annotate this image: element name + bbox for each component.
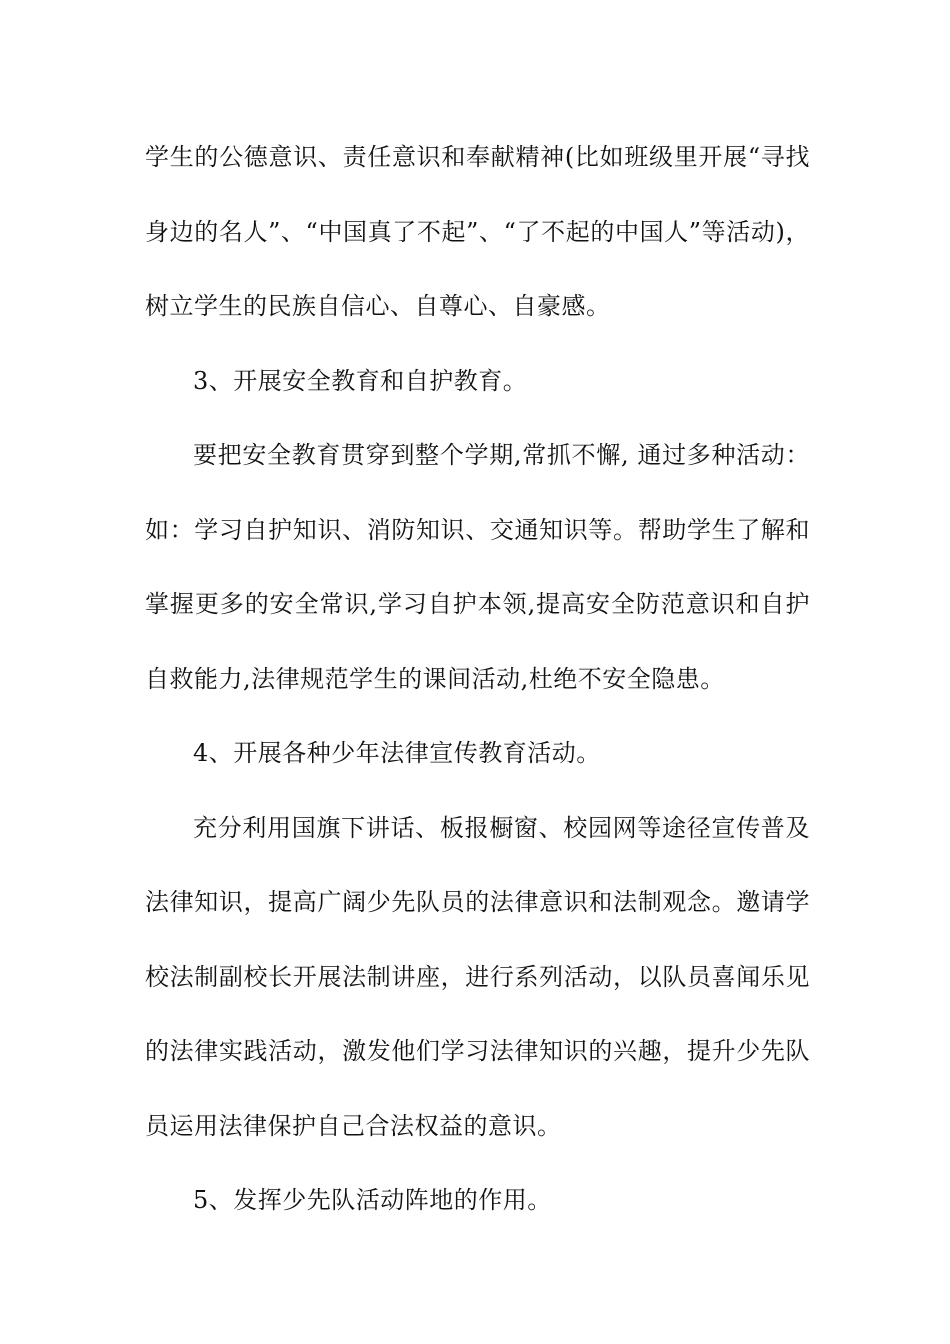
heading-safety-education: 3、开展安全教育和自护教育。 (193, 366, 528, 395)
document-body (145, 120, 810, 1238)
paragraph-law-education: 充分利用国旗下讲话、板报橱窗、校园网等途径宣传普及法律知识，提高广阔少先队员的法律意识和法制观念。邀请学校法制副校长开展法制讲座，进行系列活动，以队员喜闻乐见的法律实践活动，激发他们学习法律知识的兴趣，提升少先队员运用法律保护自己合法权益的意识。 (145, 813, 810, 1140)
heading-activity-base: 5、发挥少先队活动阵地的作用。 (193, 1186, 552, 1214)
heading-law-education: 4、开展各种少年法律宣传教育活动。 (193, 739, 601, 767)
paragraph-continuation: 学生的公德意识、责任意识和奉献精神(比如班级里开展“寻找身边的名人”、“中国真了不起”、“了不起的中国人”等活动)，树立学生的民族自信心、自尊心、自豪感。 (145, 143, 810, 320)
paragraph-safety-education: 要把安全教育贯穿到整个学期,常抓不懈, 通过多种活动：如：学习自护知识、消防知识、交通知识等。帮助学生了解和掌握更多的安全常识,学习自护本领,提高安全防范意识和自护自救能力,法律规范学生的课间活动,杜绝不安全隐患。 (145, 441, 810, 693)
